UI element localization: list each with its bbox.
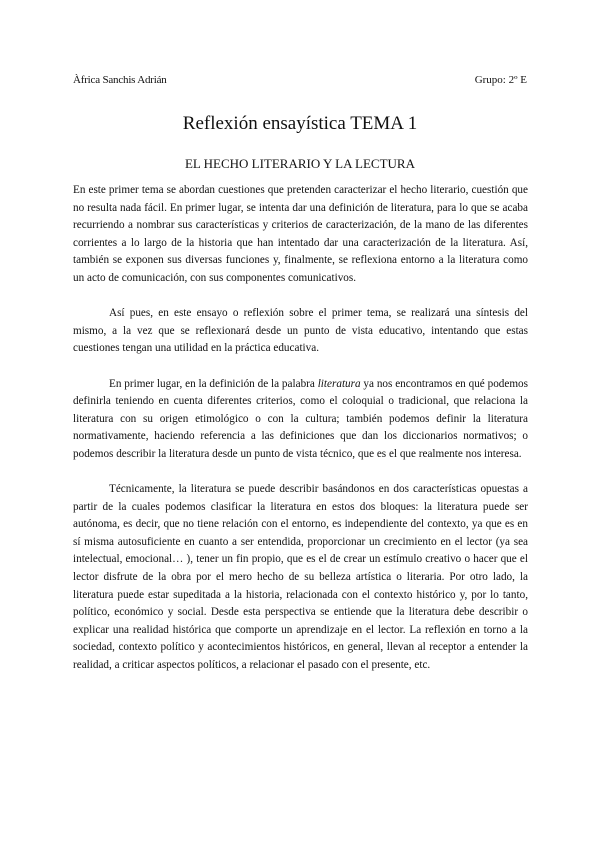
paragraph-3-end: ya nos encontramos en qué podemos definirla teniendo en cuenta diferentes criterios, como el coloquial o tradicional, que relaciona la literatura con su origen etimológico o con la cultura; también podemos definir la literatura normativamente, haciendo referencia a las definiciones que dan los diccionarios normativos; o podemos describir la literatura desde un punto de vista técnico, que es el que realmente nos interesa. bbox=[73, 377, 529, 460]
paragraph-2: Así pues, en este ensayo o reflexión sobre el primer tema, se realizará una síntesis del mismo, a la vez que se reflexionará desde un punto de vista educativo, intentando que estas cuestiones tengan una utilidad en la práctica educativa. bbox=[73, 307, 528, 355]
paragraph-1: En este primer tema se abordan cuestiones que pretenden caracterizar el hecho literario, cuestión que no resulta nada fácil. En primer lugar, se intenta dar una definición de literatura, para lo que se acaba recurriendo a nombrar sus características y criterios de caracterización, de la mano de las diferentes corrientes a lo largo de la historia que han intentado dar una caracterización de la literatura. Así, también se exponen sus diversas funciones y, finalmente, se reflexiona entorno a la literatura como un acto de comunicación, con sus componentes comunicativos. bbox=[73, 184, 528, 284]
paragraph-4: Técnicamente, la literatura se puede describir basándonos en dos características opuestas a partir de la cuales podemos clasificar la literatura en estos dos bloques: la literatura puede ser autónoma, es decir, que no tiene relación con el entorno, es independiente del contexto, ya que es en sí misma autosuficiente en cuanto a ser entendida, proporcionar un crecimiento en el lector (ya sea intelectual, emocional… ), tener un fin propio, que es el de crear un estímulo creativo o hacer que el lector disfrute de la obra por el mero hecho de su belleza artística o literaria. Por otro lado, la literatura puede estar supeditada a la historia, relacionada con el contexto histórico y, por lo tanto, político, económico y social. Desde esta perspectiva se entiende que la literatura debe describir o explicar una realidad histórica que comporte un aprendizaje en el lector. La reflexión en torno a la sociedad, contexto político y acontecimientos históricos, en general, llevan al receptor a entender la realidad, a criticar aspectos políticos, a relacionar el pasado con el presente, etc. bbox=[73, 483, 528, 672]
author-name: Àfrica Sanchis Adrián bbox=[73, 74, 167, 86]
italic-term: literatura bbox=[317, 377, 361, 390]
paragraph-3 bbox=[73, 376, 528, 464]
paragraph-3-start: En primer lugar, en la definición de la palabra bbox=[109, 377, 318, 390]
document-body bbox=[73, 182, 528, 675]
document-title: Reflexión ensayística TEMA 1 bbox=[182, 113, 418, 134]
group-label: Grupo: 2º E bbox=[474, 74, 527, 86]
document-subtitle: EL HECHO LITERARIO Y LA LECTURA bbox=[184, 156, 415, 171]
page-header bbox=[73, 73, 527, 89]
